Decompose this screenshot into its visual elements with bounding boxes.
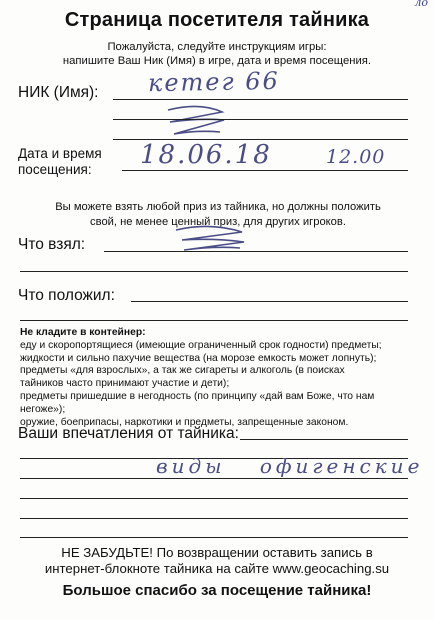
footer-thanks: Большое спасибо за посещение тайника!	[62, 582, 372, 599]
impressions-line-6	[20, 537, 408, 538]
scribble-mark-1	[160, 104, 230, 138]
instructions-line-1: Пожалуйста, следуйте инструкциям игры:	[107, 41, 327, 53]
nick-line-2	[113, 119, 408, 120]
visit-label-line-1: Дата и время	[18, 146, 102, 161]
warning-line-2: жидкости и сильно пахучие вещества (на морозе емкость может лопнуть);	[20, 352, 377, 364]
instructions-line-2: напишите Ваш Ник (Имя) в игре, дата и время посещения.	[62, 55, 372, 67]
warning-block	[20, 327, 420, 429]
put-line-1	[131, 301, 408, 302]
impressions-line-4	[20, 498, 408, 499]
impressions-line-3	[20, 478, 408, 479]
nick-line-1	[113, 99, 408, 100]
visit-time-handwritten: 12.00	[326, 146, 386, 168]
prize-note-line-1: Вы можете взять любой приз из тайника, но должны положить	[55, 201, 381, 213]
warning-line-3: предметы «для взрослых», а так же сигареты и алкоголь (в поисках	[20, 365, 345, 377]
warning-line-5: предметы пришедшие в негодность (по принципу «дай вам Боже, что нам негоже»);	[20, 390, 375, 415]
put-label: Что положил:	[18, 287, 115, 304]
footer-line-1: НЕ ЗАБУДЬТЕ! По возвращении оставить запись в	[61, 545, 373, 560]
footer-line-2: интернет-блокноте тайника на сайте www.geocaching.su	[44, 561, 390, 576]
put-line-2	[20, 320, 408, 321]
impressions-handwritten: виды офигенские	[156, 454, 424, 478]
visit-date-handwritten: 18.06.18	[140, 140, 272, 170]
visit-label-line-2: посещения:	[18, 162, 92, 177]
warning-line-6: оружие, боеприпасы, наркотики и предметы, запрещенные законом.	[20, 416, 349, 428]
took-label: Что взял:	[18, 236, 86, 253]
impressions-label: Ваши впечатления от тайника:	[18, 425, 239, 442]
visit-line	[122, 170, 408, 171]
took-line-2	[20, 271, 408, 272]
warning-line-1: еду и скоропортящиеся (имеющие ограниченный срок годности) предметы;	[20, 339, 382, 351]
prize-note-line-2: свой, не менее ценный приз, для других игроков.	[90, 216, 346, 228]
warning-line-4: тайников часто принимают участие и дети);	[20, 378, 230, 390]
warning-heading: Не кладите в контейнер:	[20, 327, 146, 338]
corner-mark: ло	[414, 0, 428, 9]
page-title: Страница посетителя тайника	[64, 9, 370, 31]
scribble-mark-2	[170, 222, 250, 254]
nick-label: НИК (Имя):	[18, 84, 99, 101]
nick-handwritten: кетег 66	[147, 66, 281, 98]
impressions-line-1	[240, 439, 408, 440]
impressions-line-5	[20, 518, 408, 519]
took-line-1	[104, 251, 408, 252]
